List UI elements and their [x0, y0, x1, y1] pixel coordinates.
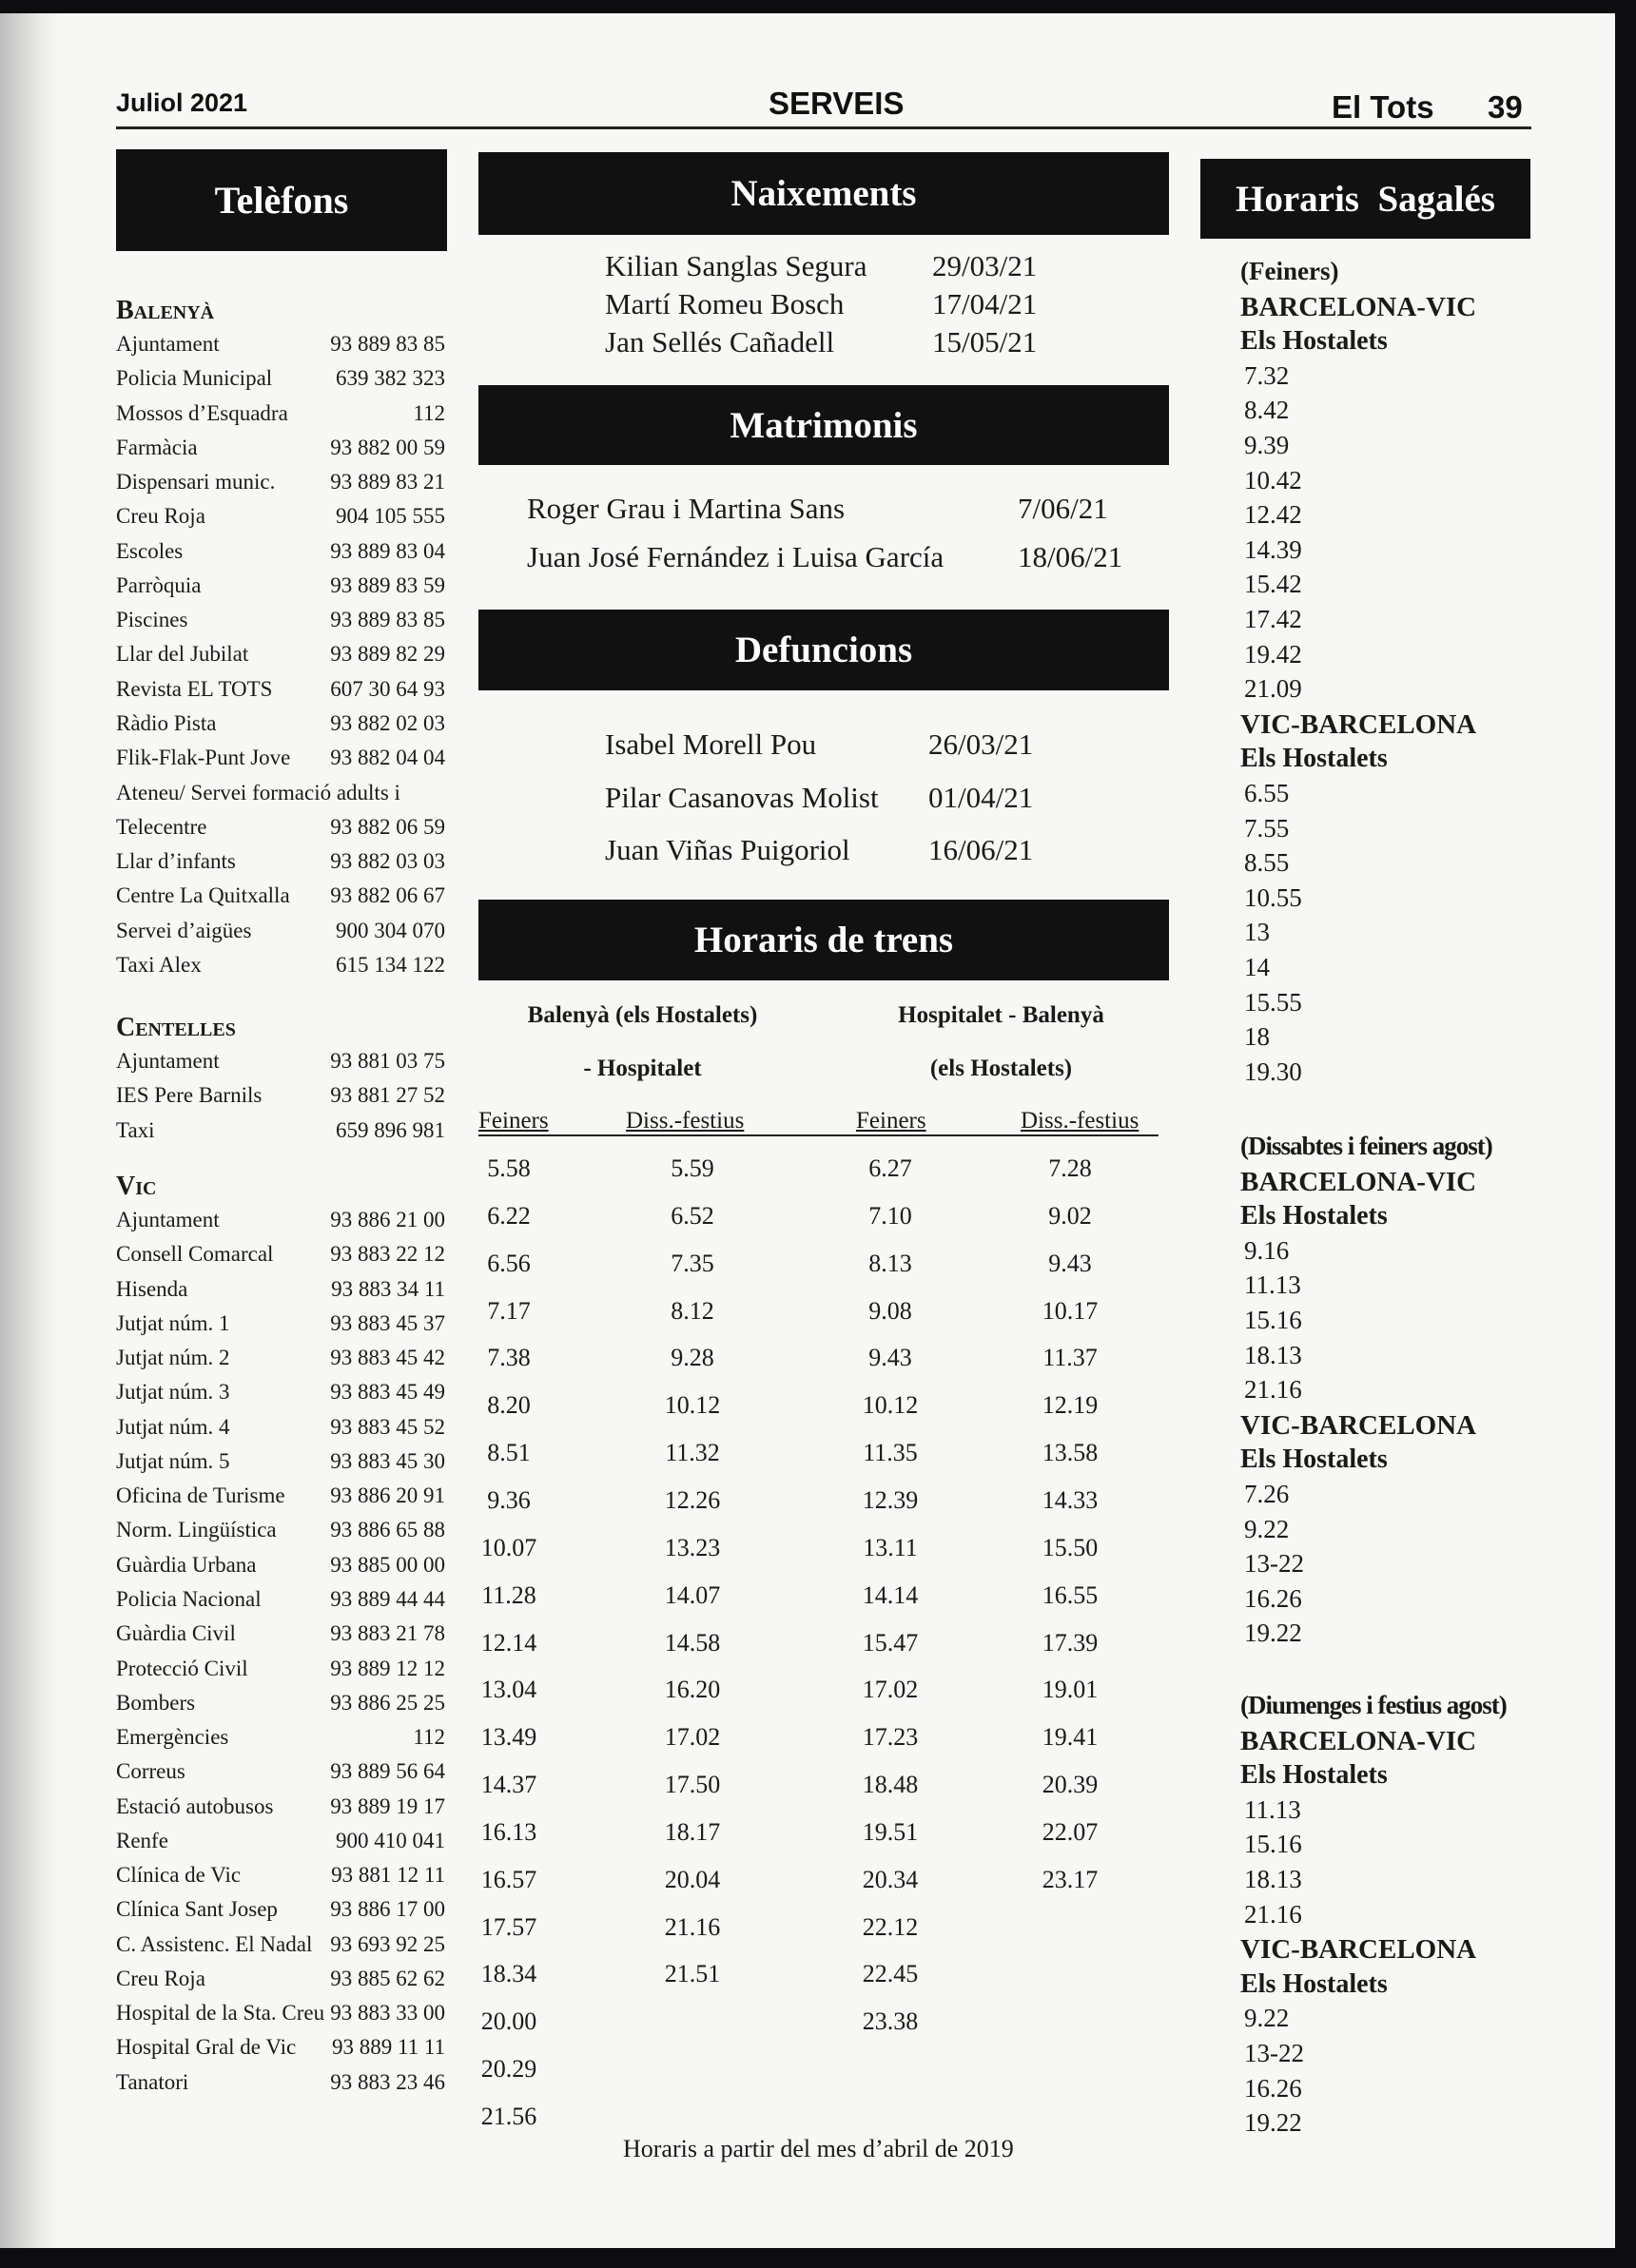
- sagales-section-heading: (Diumenges i festius agost): [1240, 1691, 1507, 1719]
- sagales-stop: Els Hostalets: [1240, 326, 1388, 356]
- telefons-item-number: 93 886 17 00: [330, 1897, 445, 1921]
- telefons-item-number: 93 889 83 85: [330, 608, 445, 631]
- train-time: 19.51: [862, 1818, 919, 1846]
- sagales-title: Horaris Sagalés: [1200, 159, 1530, 239]
- sagales-time: 7.32: [1244, 361, 1290, 390]
- telefons-item-label: Hospital de la Sta. Creu: [116, 2001, 325, 2025]
- train-time: 6.27: [868, 1154, 912, 1182]
- train-time: 19.41: [1042, 1723, 1099, 1751]
- telefons-item-label: Hisenda: [116, 1277, 188, 1301]
- telefons-item-number: 659 896 981: [336, 1118, 445, 1142]
- sagales-time: 18.13: [1244, 1865, 1302, 1893]
- telefons-item-number: 93 889 83 59: [330, 573, 445, 597]
- sagales-time: 10.42: [1244, 466, 1302, 494]
- telefons-item-label: Escoles: [116, 539, 184, 563]
- train-time: 10.12: [862, 1391, 919, 1419]
- telefons-item-number: 93 882 03 03: [330, 849, 445, 873]
- telefons-title: Telèfons: [116, 149, 447, 251]
- train-time: 13.58: [1042, 1439, 1099, 1466]
- train-time: 14.37: [480, 1771, 537, 1798]
- telefons-item-label: Estació autobusos: [116, 1794, 274, 1818]
- telefons-item-number: 93 883 45 37: [330, 1311, 445, 1335]
- telefons-item-label: Jutjat núm. 1: [116, 1311, 230, 1335]
- telefons-item-label: Creu Roja: [116, 1967, 205, 1990]
- train-time: 10.17: [1042, 1297, 1099, 1325]
- train-time: 20.39: [1042, 1771, 1099, 1798]
- telefons-item-number: 93 889 19 17: [330, 1794, 445, 1818]
- sagales-time: 19.22: [1244, 1619, 1302, 1647]
- telefons-item-number: 93 883 21 78: [330, 1621, 445, 1645]
- sagales-time: 11.13: [1244, 1270, 1301, 1299]
- sagales-time: 14: [1244, 953, 1270, 981]
- telefons-item-label: Flik-Flak-Punt Jove: [116, 746, 291, 769]
- train-time: 14.33: [1042, 1486, 1099, 1514]
- train-time: 7.10: [868, 1202, 912, 1230]
- train-time: 21.16: [664, 1913, 721, 1941]
- matrimonis-name: Juan José Fernández i Luisa García: [527, 540, 945, 573]
- telefons-item-number: 93 883 33 00: [330, 2001, 445, 2025]
- route1-line2: - Hospitalet: [583, 1056, 702, 1081]
- train-time: 22.12: [862, 1913, 919, 1941]
- telefons-item-number: 93 693 92 25: [330, 1932, 445, 1956]
- train-time: 23.17: [1042, 1866, 1099, 1893]
- telefons-item-number: 93 882 02 03: [330, 711, 445, 735]
- telefons-item-label: Servei d’aigües: [116, 919, 252, 942]
- telefons-item-number: 93 885 00 00: [330, 1553, 445, 1577]
- defuncions-date: 16/06/21: [928, 833, 1034, 866]
- train-time: 16.20: [664, 1676, 721, 1703]
- defuncions-name: Pilar Casanovas Molist: [605, 781, 879, 814]
- telefons-item-label: Jutjat núm. 5: [116, 1449, 230, 1473]
- telefons-item-number: 93 886 25 25: [330, 1691, 445, 1715]
- train-time: 11.32: [665, 1439, 720, 1466]
- matrimonis-date: 7/06/21: [1018, 492, 1108, 525]
- telefons-item-label: Revista EL TOTS: [116, 677, 273, 701]
- telefons-item-label: Ajuntament: [116, 332, 220, 356]
- sagales-time: 9.22: [1244, 2004, 1290, 2032]
- train-time: 9.43: [868, 1344, 912, 1371]
- train-time: 22.45: [862, 1960, 919, 1987]
- telefons-item-label: Farmàcia: [116, 436, 198, 459]
- telefons-item-number: 112: [413, 401, 445, 425]
- sagales-route: BARCELONA-VIC: [1240, 1726, 1477, 1756]
- telefons-item-number: 93 881 03 75: [330, 1049, 445, 1073]
- sagales-time: 15.16: [1244, 1830, 1302, 1858]
- sagales-time: 15.55: [1244, 988, 1302, 1017]
- telefons-item-label: Renfe: [116, 1829, 168, 1852]
- telefons-item-number: 93 886 20 91: [330, 1483, 445, 1507]
- timetable-header-rule: [478, 1134, 1159, 1136]
- telefons-item-label: Ajuntament: [116, 1208, 220, 1231]
- telefons-item-label: Jutjat núm. 4: [116, 1415, 230, 1439]
- train-time: 21.51: [664, 1960, 721, 1987]
- telefons-item-number: 93 886 21 00: [330, 1208, 445, 1231]
- train-time: 21.56: [480, 2103, 537, 2130]
- telefons-item-label: Creu Roja: [116, 504, 205, 528]
- train-time: 12.14: [480, 1629, 537, 1657]
- sagales-time: 13-22: [1244, 2039, 1304, 2067]
- telefons-item-label: Clínica Sant Josep: [116, 1897, 278, 1921]
- train-time: 16.55: [1042, 1581, 1099, 1609]
- telefons-item-label: Taxi: [116, 1118, 155, 1142]
- matrimonis-title: Matrimonis: [478, 385, 1169, 465]
- telefons-item-label: Bombers: [116, 1691, 196, 1715]
- telefons-item-label: Protecció Civil: [116, 1657, 248, 1680]
- sagales-time: 13-22: [1244, 1549, 1304, 1578]
- naixements-name: Martí Romeu Bosch: [605, 287, 845, 320]
- sagales-time: 15.16: [1244, 1306, 1302, 1334]
- train-time: 23.38: [862, 2007, 919, 2035]
- train-time: 18.48: [862, 1771, 919, 1798]
- sagales-time: 16.26: [1244, 2074, 1302, 2103]
- train-time: 16.57: [480, 1866, 537, 1893]
- sagales-time: 15.42: [1244, 570, 1302, 598]
- sagales-route: BARCELONA-VIC: [1240, 292, 1477, 322]
- sagales-time: 19.30: [1244, 1057, 1302, 1086]
- train-time: 11.28: [481, 1581, 536, 1609]
- train-time: 13.49: [480, 1723, 537, 1751]
- header-page-number: 39: [1488, 89, 1523, 125]
- train-time: 22.07: [1042, 1818, 1099, 1846]
- train-time: 20.34: [862, 1866, 919, 1893]
- defuncions-date: 26/03/21: [928, 727, 1034, 761]
- train-time: 17.02: [862, 1676, 919, 1703]
- matrimonis-date: 18/06/21: [1018, 540, 1123, 573]
- train-time: 9.43: [1048, 1250, 1092, 1277]
- telefons-item-label: Ràdio Pista: [116, 711, 217, 735]
- train-time: 8.12: [671, 1297, 714, 1325]
- train-time: 17.02: [664, 1723, 721, 1751]
- train-time: 17.57: [480, 1913, 537, 1941]
- telefons-item-label: Llar del Jubilat: [116, 642, 249, 666]
- telefons-item-label: Mossos d’Esquadra: [116, 401, 288, 425]
- train-time: 15.50: [1042, 1534, 1099, 1561]
- telefons-group-heading: Balenyà: [116, 296, 215, 325]
- telefons-item-label: Telecentre: [116, 815, 207, 839]
- sagales-section-heading: (Feiners): [1240, 257, 1339, 285]
- telefons-item-number: 93 881 12 11: [331, 1863, 445, 1887]
- sagales-section-heading: (Dissabtes i feiners agost): [1240, 1132, 1492, 1160]
- train-time: 13.23: [664, 1534, 721, 1561]
- telefons-item-number: 93 882 00 59: [330, 436, 445, 459]
- train-time: 9.36: [487, 1486, 531, 1514]
- telefons-item-number: 93 882 04 04: [330, 746, 445, 769]
- train-time: 13.04: [480, 1676, 537, 1703]
- sagales-time: 21.09: [1244, 674, 1302, 703]
- train-time: 7.35: [671, 1250, 714, 1277]
- telefons-item-number: 93 889 12 12: [330, 1657, 445, 1680]
- sagales-time: 9.22: [1244, 1515, 1290, 1543]
- telefons-item-label: Norm. Lingüística: [116, 1518, 277, 1541]
- train-time: 10.12: [664, 1391, 721, 1419]
- telefons-item-label: Llar d’infants: [116, 849, 236, 873]
- train-time: 19.01: [1042, 1676, 1099, 1703]
- telefons-item-number: 112: [413, 1725, 445, 1749]
- sagales-stop: Els Hostalets: [1240, 1444, 1388, 1474]
- telefons-item-number: 93 882 06 67: [330, 883, 445, 907]
- train-time: 20.04: [664, 1866, 721, 1893]
- sagales-time: 10.55: [1244, 883, 1302, 912]
- sagales-time: 12.42: [1244, 500, 1302, 529]
- train-time: 6.22: [487, 1202, 531, 1230]
- train-time: 14.58: [664, 1629, 721, 1657]
- naixements-title: Naixements: [478, 152, 1169, 235]
- train-time: 16.13: [480, 1818, 537, 1846]
- telefons-item-number: 93 885 62 62: [330, 1967, 445, 1990]
- train-time: 12.26: [664, 1486, 721, 1514]
- sagales-time: 16.26: [1244, 1584, 1302, 1613]
- train-time: 20.29: [480, 2055, 537, 2083]
- train-time: 17.23: [862, 1723, 919, 1751]
- train-time: 14.14: [862, 1581, 919, 1609]
- sagales-time: 7.55: [1244, 814, 1290, 843]
- naixements-date: 29/03/21: [932, 249, 1038, 282]
- header-rule: [116, 126, 1531, 129]
- sagales-time: 18.13: [1244, 1341, 1302, 1369]
- train-time: 5.59: [671, 1154, 714, 1182]
- sagales-time: 14.39: [1244, 535, 1302, 564]
- train-time: 12.19: [1042, 1391, 1099, 1419]
- telefons-item-label: C. Assistenc. El Nadal: [116, 1932, 313, 1956]
- train-time: 9.08: [868, 1297, 912, 1325]
- telefons-item-label: Policia Nacional: [116, 1587, 262, 1611]
- sagales-stop: Els Hostalets: [1240, 1969, 1388, 1999]
- telefons-item-label: Tanatori: [116, 2070, 189, 2094]
- telefons-item-number: 93 889 11 11: [331, 2035, 445, 2059]
- defuncions-name: Juan Viñas Puigoriol: [605, 833, 850, 866]
- telefons-item-number: 93 889 83 21: [330, 470, 445, 494]
- telefons-item-label: Centre La Quitxalla: [116, 883, 290, 907]
- train-time: 9.28: [671, 1344, 714, 1371]
- sagales-time: 8.42: [1244, 396, 1290, 424]
- sagales-time: 18: [1244, 1022, 1270, 1051]
- train-time: 15.47: [862, 1629, 919, 1657]
- telefons-item-label: Parròquia: [116, 573, 202, 597]
- telefons-item-number: 93 883 22 12: [330, 1242, 445, 1266]
- naixements-date: 17/04/21: [932, 287, 1038, 320]
- telefons-item-label: Jutjat núm. 2: [116, 1346, 230, 1369]
- train-time: 5.58: [487, 1154, 531, 1182]
- telefons-item-number: 904 105 555: [336, 504, 445, 528]
- telefons-item-label: Taxi Alex: [116, 953, 202, 977]
- train-time: 11.35: [863, 1439, 918, 1466]
- sagales-time: 7.26: [1244, 1480, 1290, 1508]
- telefons-item-number: 93 886 65 88: [330, 1518, 445, 1541]
- telefons-item-number: 615 134 122: [336, 953, 445, 977]
- telefons-item-number: 93 889 56 64: [330, 1759, 445, 1783]
- telefons-item-label: Consell Comarcal: [116, 1242, 274, 1266]
- sagales-route: BARCELONA-VIC: [1240, 1167, 1477, 1197]
- telefons-item-label: Correus: [116, 1759, 185, 1783]
- telefons-item-number: 93 883 45 52: [330, 1415, 445, 1439]
- telefons-item-number: 93 889 83 04: [330, 539, 445, 563]
- trens-title: Horaris de trens: [478, 900, 1169, 980]
- train-time: 8.20: [487, 1391, 531, 1419]
- train-time: 17.39: [1042, 1629, 1099, 1657]
- naixements-name: Kilian Sanglas Segura: [605, 249, 867, 282]
- telefons-item-number: 93 883 45 30: [330, 1449, 445, 1473]
- sagales-route: VIC-BARCELONA: [1240, 709, 1477, 740]
- telefons-item-label: Hospital Gral de Vic: [116, 2035, 297, 2059]
- sagales-route: VIC-BARCELONA: [1240, 1410, 1477, 1441]
- header-magazine: El Tots: [1332, 89, 1434, 125]
- telefons-item-number: 93 889 82 29: [330, 642, 445, 666]
- sagales-time: 13: [1244, 918, 1270, 946]
- defuncions-name: Isabel Morell Pou: [605, 727, 817, 761]
- sagales-stop: Els Hostalets: [1240, 1760, 1388, 1790]
- train-time: 8.13: [868, 1250, 912, 1277]
- sagales-time: 8.55: [1244, 848, 1290, 877]
- telefons-item-label: Ateneu/ Servei formació adults i: [116, 781, 400, 804]
- sagales-time: 6.55: [1244, 779, 1290, 807]
- telefons-item-label: Policia Municipal: [116, 366, 273, 390]
- sagales-time: 9.16: [1244, 1236, 1290, 1265]
- train-time: 14.07: [664, 1581, 721, 1609]
- timetable-col-header: Feiners: [856, 1108, 926, 1134]
- telefons-item-label: Jutjat núm. 3: [116, 1380, 230, 1404]
- telefons-group-heading: Vic: [116, 1172, 157, 1201]
- telefons-item-number: 93 882 06 59: [330, 815, 445, 839]
- header-date: Juliol 2021: [116, 88, 248, 117]
- sagales-time: 17.42: [1244, 605, 1302, 633]
- train-time: 7.28: [1048, 1154, 1092, 1182]
- telefons-item-label: Emergències: [116, 1725, 229, 1749]
- timetable-col-header: Feiners: [478, 1108, 549, 1134]
- train-time: 12.39: [862, 1486, 919, 1514]
- train-time: 13.11: [863, 1534, 918, 1561]
- route1-line1: Balenyà (els Hostalets): [527, 1002, 758, 1028]
- sagales-route: VIC-BARCELONA: [1240, 1934, 1477, 1965]
- train-time: 10.07: [480, 1534, 537, 1561]
- sagales-time: 21.16: [1244, 1375, 1302, 1404]
- header-section: SERVEIS: [769, 86, 905, 121]
- telefons-item-number: 900 304 070: [336, 919, 445, 942]
- train-time: 18.34: [480, 1960, 537, 1987]
- train-time: 11.37: [1042, 1344, 1098, 1371]
- defuncions-date: 01/04/21: [928, 781, 1034, 814]
- train-time: 18.17: [664, 1818, 721, 1846]
- telefons-item-label: Guàrdia Urbana: [116, 1553, 257, 1577]
- train-time: 7.17: [487, 1297, 531, 1325]
- defuncions-title: Defuncions: [478, 610, 1169, 690]
- sagales-time: 19.22: [1244, 2108, 1302, 2137]
- sagales-stop: Els Hostalets: [1240, 744, 1388, 773]
- telefons-group-heading: Centelles: [116, 1013, 236, 1042]
- sagales-time: 19.42: [1244, 640, 1302, 669]
- train-time: 6.52: [671, 1202, 714, 1230]
- sagales-stop: Els Hostalets: [1240, 1201, 1388, 1231]
- sagales-time: 11.13: [1244, 1795, 1301, 1824]
- telefons-item-number: 93 889 83 85: [330, 332, 445, 356]
- telefons-item-number: 93 881 27 52: [330, 1083, 445, 1107]
- train-time: 7.38: [487, 1344, 531, 1371]
- naixements-date: 15/05/21: [932, 325, 1038, 359]
- telefons-item-number: 900 410 041: [336, 1829, 445, 1852]
- telefons-item-number: 607 30 64 93: [330, 677, 445, 701]
- train-time: 6.56: [487, 1250, 531, 1277]
- train-time: 17.50: [664, 1771, 721, 1798]
- telefons-item-number: 93 883 34 11: [331, 1277, 445, 1301]
- page-gutter-shadow: [0, 13, 59, 2248]
- timetable-col-header: Diss.-festius: [1021, 1108, 1139, 1134]
- telefons-item-label: Ajuntament: [116, 1049, 220, 1073]
- telefons-item-number: 93 883 45 42: [330, 1346, 445, 1369]
- telefons-item-label: Guàrdia Civil: [116, 1621, 236, 1645]
- sagales-time: 9.39: [1244, 431, 1290, 459]
- sagales-time: 21.16: [1244, 1900, 1302, 1929]
- telefons-item-label: Dispensari munic.: [116, 470, 276, 494]
- telefons-item-number: 639 382 323: [336, 366, 445, 390]
- route2-line2: (els Hostalets): [929, 1056, 1073, 1081]
- train-time: 8.51: [487, 1439, 531, 1466]
- telefons-item-label: Piscines: [116, 608, 188, 631]
- route2-line1: Hospitalet - Balenyà: [898, 1002, 1104, 1028]
- telefons-item-number: 93 889 44 44: [330, 1587, 445, 1611]
- trens-footnote: Horaris a partir del mes d’abril de 2019: [623, 2135, 1014, 2162]
- timetable-col-header: Diss.-festius: [626, 1108, 745, 1134]
- matrimonis-name: Roger Grau i Martina Sans: [527, 492, 846, 525]
- telefons-item-label: IES Pere Barnils: [116, 1083, 263, 1107]
- telefons-item-label: Clínica de Vic: [116, 1863, 242, 1887]
- telefons-item-number: 93 883 45 49: [330, 1380, 445, 1404]
- telefons-item-number: 93 883 23 46: [330, 2070, 445, 2094]
- train-time: 20.00: [480, 2007, 537, 2035]
- naixements-name: Jan Sellés Cañadell: [605, 325, 835, 359]
- telefons-item-label: Oficina de Turisme: [116, 1483, 285, 1507]
- train-time: 9.02: [1048, 1202, 1092, 1230]
